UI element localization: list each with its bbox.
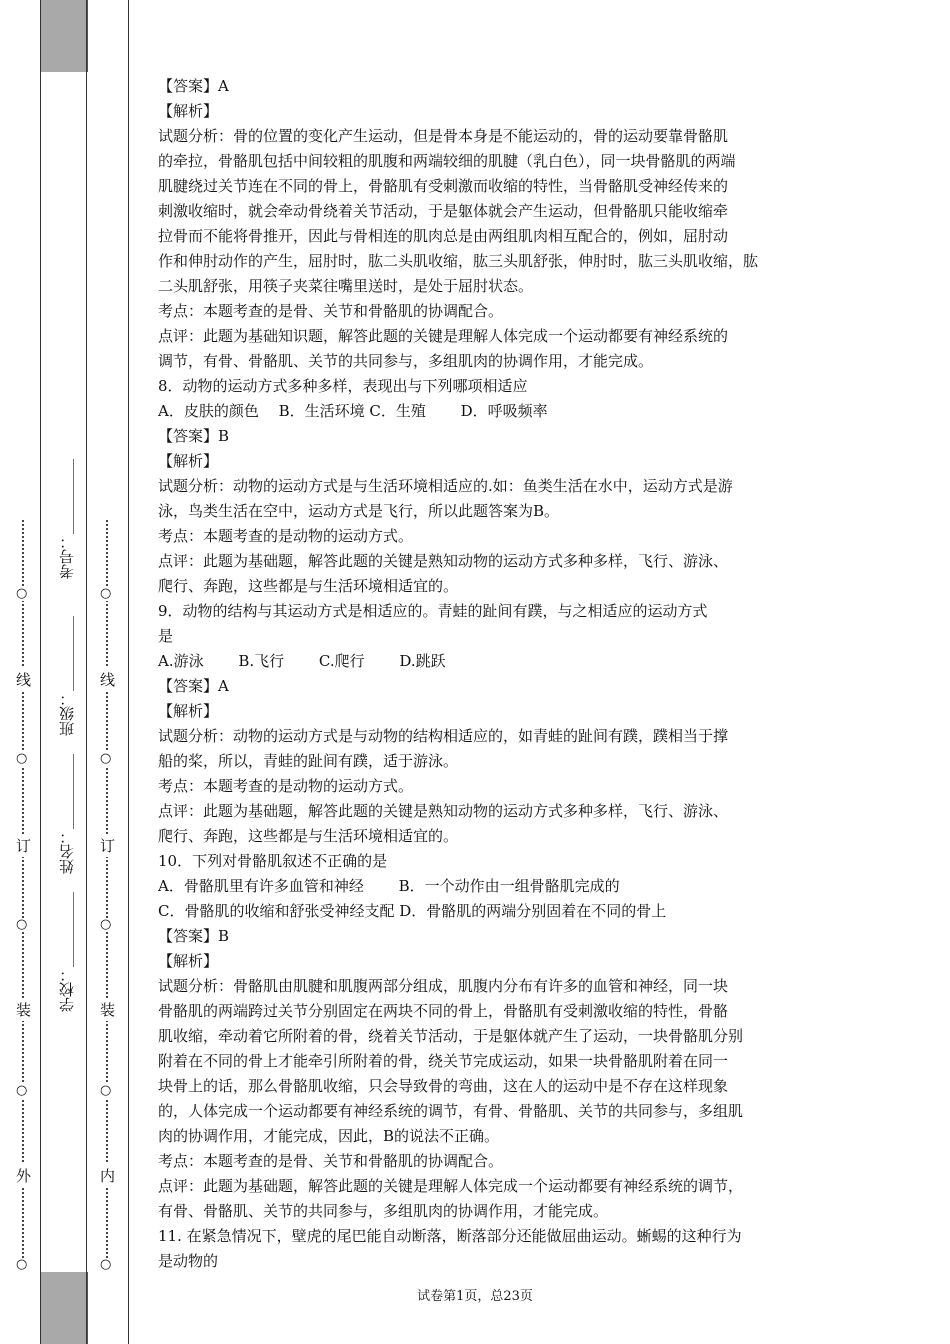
- text-line: 点评：此题为基础题，解答此题的关键是理解人体完成一个运动都要有神经系统的调节，: [158, 1177, 744, 1195]
- text-line: 试题分析：动物的运动方式是与生活环境相适应的.如：鱼类生活在水中，运动方式是游: [158, 477, 733, 495]
- text-line: 刺激收缩时，就会牵动骨绕着关节活动，于是躯体就会产生运动，但骨骼肌只能收缩牵: [158, 202, 729, 220]
- text-line: 爬行、奔跑，这些都是与生活环境相适宜的。: [158, 827, 459, 845]
- text-line: 是: [158, 627, 174, 645]
- binding-shade-bottom: [40, 1272, 88, 1344]
- text-line: 考点：本题考查的是动物的运动方式。: [158, 527, 414, 545]
- outer-circle: ○: [16, 751, 28, 766]
- text-line: 作和伸肘动作的产生，屈肘时，肱二头肌收缩，肱三头肌舒张，伸肘时，肱三头肌收缩，肱: [158, 252, 759, 270]
- outer-dotted-line: [22, 520, 24, 1270]
- text-line: 附着在不同的骨上才能牵引所附着的骨，绕关节完成运动，如果一块骨骼肌附着在同一: [158, 1052, 729, 1070]
- text-line: 肉的协调作用，才能完成，因此，B的说法不正确。: [158, 1127, 500, 1145]
- text-line: 【解析】: [158, 452, 219, 470]
- outer-circle: ○: [16, 1257, 28, 1272]
- text-line: 块骨上的话，那么骨骼肌收缩，只会导致骨的弯曲，这在人的运动中是不存在这样现象: [158, 1077, 729, 1095]
- text-line: 船的桨，所以，青蛙的趾间有蹼，适于游泳。: [158, 752, 459, 770]
- text-line: 拉骨而不能将骨推开，因此与骨相连的肌肉总是由两组肌肉相互配合的，例如，屈肘动: [158, 227, 729, 245]
- page-footer: 试卷第1页，总23页: [417, 1289, 533, 1304]
- text-line: 肌腱绕过关节连在不同的骨上，骨骼肌有受刺激而收缩的特性，当骨骼肌受神经传来的: [158, 177, 729, 195]
- text-line: 泳，鸟类生活在空中，运动方式是飞行，所以此题答案为B。: [158, 502, 560, 520]
- text-line: 试题分析：动物的运动方式是与动物的结构相适应的，如青蛙的趾间有蹼，蹼相当于撑: [158, 727, 729, 745]
- inner-circle: ○: [100, 586, 112, 601]
- text-line: 【解析】: [158, 952, 219, 970]
- binding-line-left: [40, 0, 41, 1344]
- inner-circle: ○: [100, 1257, 112, 1272]
- text-line: 考点：本题考查的是骨、关节和骨骼肌的协调配合。: [158, 1152, 504, 1170]
- text-line: 【答案】A: [158, 677, 229, 695]
- text-line: 8．动物的运动方式多种多样，表现出与下列哪项相适应: [158, 377, 528, 395]
- binding-shade-top: [40, 0, 88, 72]
- inner-label-zhuang: 装: [98, 998, 116, 1021]
- text-line: 是动物的: [158, 1252, 219, 1270]
- field-class: 班级：＿＿＿＿＿: [58, 612, 76, 740]
- text-line: 试题分析：骨骼肌由肌腱和肌腹两部分组成，肌腹内分布有许多的血管和神经，同一块: [158, 977, 729, 995]
- text-line: 【解析】: [158, 102, 219, 120]
- text-line: A．皮肤的颜色 B．生活环境 C．生殖 D．呼吸频率: [158, 402, 548, 420]
- field-exam-number: 考号：＿＿＿＿＿: [58, 455, 76, 583]
- text-line: 【解析】: [158, 702, 219, 720]
- text-line: 点评：此题为基础题，解答此题的关键是熟知动物的运动方式多种多样，飞行、游泳、: [158, 552, 729, 570]
- text-line: 点评：此题为基础题，解答此题的关键是熟知动物的运动方式多种多样，飞行、游泳、: [158, 802, 729, 820]
- outer-label-zhuang: 装: [14, 998, 32, 1021]
- inner-label-ding: 订: [98, 834, 116, 857]
- text-line: 【答案】A: [158, 77, 229, 95]
- outer-label-xian: 线: [14, 668, 32, 691]
- text-line: A．骨骼肌里有许多血管和神经 B．一个动作由一组骨骼肌完成的: [158, 877, 620, 895]
- inner-dotted-line: [106, 520, 108, 1270]
- text-line: A.游泳 B.飞行 C.爬行 D.跳跃: [158, 652, 446, 670]
- field-name: 姓名：＿＿＿＿＿: [58, 750, 76, 878]
- inner-label-nei: 内: [98, 1164, 116, 1187]
- text-line: 10．下列对骨骼肌叙述不正确的是: [158, 852, 388, 870]
- text-line: 爬行、奔跑，这些都是与生活环境相适宜的。: [158, 577, 459, 595]
- text-line: 点评：此题为基础知识题，解答此题的关键是理解人体完成一个运动都要有神经系统的: [158, 327, 729, 345]
- text-line: 考点：本题考查的是动物的运动方式。: [158, 777, 414, 795]
- page-content: [158, 74, 808, 1274]
- text-line: 9．动物的结构与其运动方式是相适应的。青蛙的趾间有蹼，与之相适应的运动方式: [158, 602, 708, 620]
- text-line: 的牵拉，骨骼肌包括中间较粗的肌腹和两端较细的肌腱（乳白色），同一块骨骼肌的两端: [158, 152, 736, 170]
- outer-circle: ○: [16, 917, 28, 932]
- text-line: 二头肌舒张，用筷子夹菜往嘴里送时，是处于屈肘状态。: [158, 277, 534, 295]
- outer-circle: ○: [16, 586, 28, 601]
- text-line: 骨骼肌的两端跨过关节分别固定在两块不同的骨上，骨骼肌有受刺激收缩的特性，骨骼: [158, 1002, 729, 1020]
- text-line: 的，人体完成一个运动都要有神经系统的调节，有骨、骨骼肌、关节的共同参与，多组肌: [158, 1102, 744, 1120]
- inner-circle: ○: [100, 917, 112, 932]
- text-line: 【答案】B: [158, 427, 230, 445]
- binding-margin: [0, 0, 130, 1344]
- text-line: 肌收缩，牵动着它所附着的骨，绕着关节活动，于是躯体就产生了运动，一块骨骼肌分别: [158, 1027, 744, 1045]
- text-line: 有骨、骨骼肌、关节的共同参与，多组肌肉的协调作用，才能完成。: [158, 1202, 609, 1220]
- text-line: 11. 在紧急情况下，壁虎的尾巴能自动断落，断落部分还能做屈曲运动。蜥蜴的这种行为: [158, 1227, 742, 1245]
- binding-line-middle: [86, 0, 87, 1344]
- inner-label-xian: 线: [98, 668, 116, 691]
- binding-line-right: [128, 0, 129, 1344]
- outer-label-ding: 订: [14, 834, 32, 857]
- field-school: 学校：＿＿＿＿＿: [58, 888, 76, 1016]
- inner-circle: ○: [100, 1083, 112, 1098]
- text-line: C．骨骼肌的收缩和舒张受神经支配 D．骨骼肌的两端分别固着在不同的骨上: [158, 902, 667, 920]
- outer-label-wai: 外: [14, 1164, 32, 1187]
- text-line: 考点：本题考查的是骨、关节和骨骼肌的协调配合。: [158, 302, 504, 320]
- text-line: 试题分析：骨的位置的变化产生运动，但是骨本身是不能运动的，骨的运动要靠骨骼肌: [158, 127, 729, 145]
- outer-circle: ○: [16, 1083, 28, 1098]
- inner-circle: ○: [100, 751, 112, 766]
- text-line: 【答案】B: [158, 927, 230, 945]
- text-line: 调节，有骨、骨骼肌、关节的共同参与，多组肌肉的协调作用，才能完成。: [158, 352, 654, 370]
